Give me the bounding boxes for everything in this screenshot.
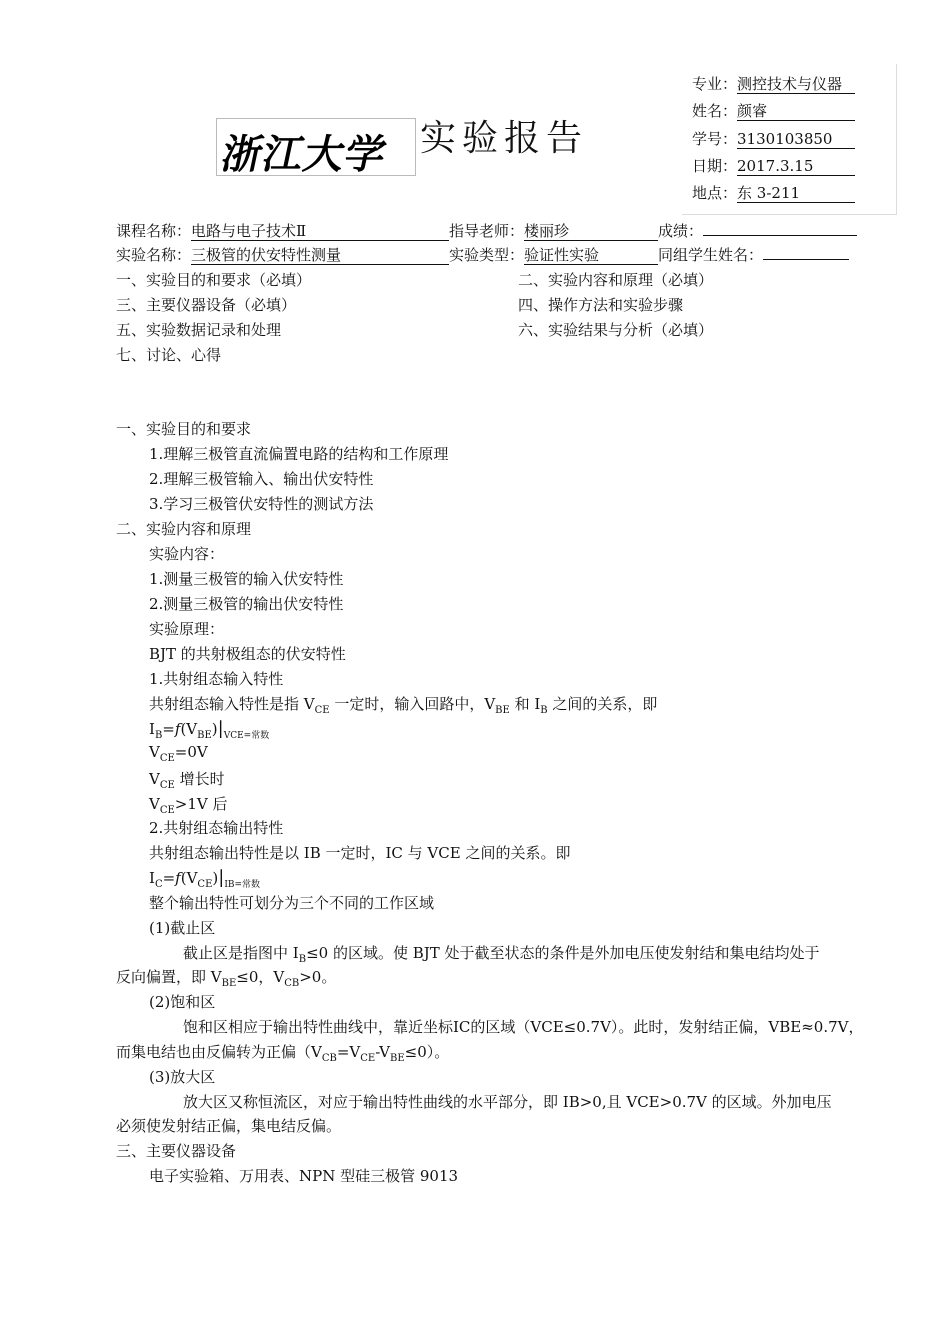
experiment-line: 实验名称：三极管的伏安特性测量 实验类型：验证性实验 同组学生姓名： [116,244,849,265]
amplify-text-2: 必须使发射结正偏，集电结反偏。 [116,1117,342,1135]
course-line: 课程名称：电路与电子技术Ⅱ 指导老师：楼丽珍 成绩： [116,220,857,241]
section-heading: 三、主要仪器设备 [116,1142,237,1160]
toc-item: 三、主要仪器设备（必填） [116,296,297,314]
info-name: 姓名：颜睿 [692,100,855,121]
info-date: 日期：2017.3.15 [692,155,855,176]
report-title: 实验报告 [420,118,589,159]
input-formula: $I_B=f(V_{BE})|_{VCE=常数}$ [149,718,270,741]
student-info-box [682,64,897,215]
principle-label: 实验原理： [149,620,225,638]
toc-item: 二、实验内容和原理（必填） [518,271,714,289]
output-description: 共射组态输出特性是以 IB 一定时，IC 与 VCE 之间的关系。即 [149,844,571,862]
section-heading: 二、实验内容和原理 [116,520,252,538]
output-title: 2.共射组态输出特性 [149,819,284,837]
info-id: 学号：3130103850 [692,128,855,149]
saturation-title: (2)饱和区 [149,993,216,1011]
section-heading: 一、实验目的和要求 [116,420,252,438]
list-item: 1.测量三极管的输入伏安特性 [149,570,344,588]
toc-item: 五、实验数据记录和处理 [116,321,282,339]
info-major: 专业：测控技术与仪器 [692,73,855,94]
toc-item: 四、操作方法和实验步骤 [518,296,684,314]
list-item: 2.测量三极管的输出伏安特性 [149,595,344,613]
input-description: 共射组态输入特性是指 $V_{CE}$ 一定时，输入回路中，$V_{BE}$ 和 $I_B$ 之间的关系，即 [149,695,658,716]
cutoff-title: (1)截止区 [149,919,216,937]
logo-text: 浙江大学 [217,131,392,178]
university-logo [216,118,416,176]
cutoff-text: 截止区是指图中 $I_B\le 0$ 的区域。使 BJT 处于截至状态的条件是外加电压使发射结和集电结均处于 [183,944,820,965]
toc-item: 一、实验目的和要求（必填） [116,271,312,289]
cutoff-text-2: 反向偏置，即 $V_{BE}\le 0$，$V_{CB}>0$。 [116,968,337,989]
input-title: 1.共射组态输入特性 [149,670,284,688]
saturation-text-2: 而集电结也由反偏转为正偏$(V_{CB}=V_{CE}-V_{BE}\le 0)$。 [116,1043,450,1064]
saturation-text: 饱和区相应于输出特性曲线中，靠近坐标IC的区域（VCE≤0.7V）。此时，发射结正偏，VBE≈0.7V， [183,1018,864,1036]
vce-increase: $V_{CE}$ 增长时 [149,770,225,791]
list-item: 3.学习三极管伏安特性的测试方法 [149,495,374,513]
regions-text: 整个输出特性可划分为三个不同的工作区域 [149,894,435,912]
bjt-title: BJT 的共射极组态的伏安特性 [149,645,346,663]
equipment-text: 电子实验箱、万用表、NPN 型硅三极管 9013 [149,1167,459,1185]
toc-item: 六、实验结果与分析（必填） [518,321,714,339]
output-formula: $I_C=f(V_{CE})|_{IB=常数}$ [149,867,261,890]
content-label: 实验内容： [149,545,225,563]
info-place: 地点：东 3-211 [692,182,855,203]
toc-item: 七、讨论、心得 [116,346,222,364]
vce-over-1v: $V_{CE}>1V$ 后 [149,795,228,816]
amplify-text: 放大区又称恒流区，对应于输出特性曲线的水平部分，即 IB>0,且 VCE>0.7V 的区域。外加电压 [183,1093,832,1111]
list-item: 2.理解三极管输入、输出伏安特性 [149,470,374,488]
list-item: 1.理解三极管直流偏置电路的结构和工作原理 [149,445,449,463]
vce-zero: $V_{CE}=0V$ [149,743,208,764]
amplify-title: (3)放大区 [149,1068,216,1086]
